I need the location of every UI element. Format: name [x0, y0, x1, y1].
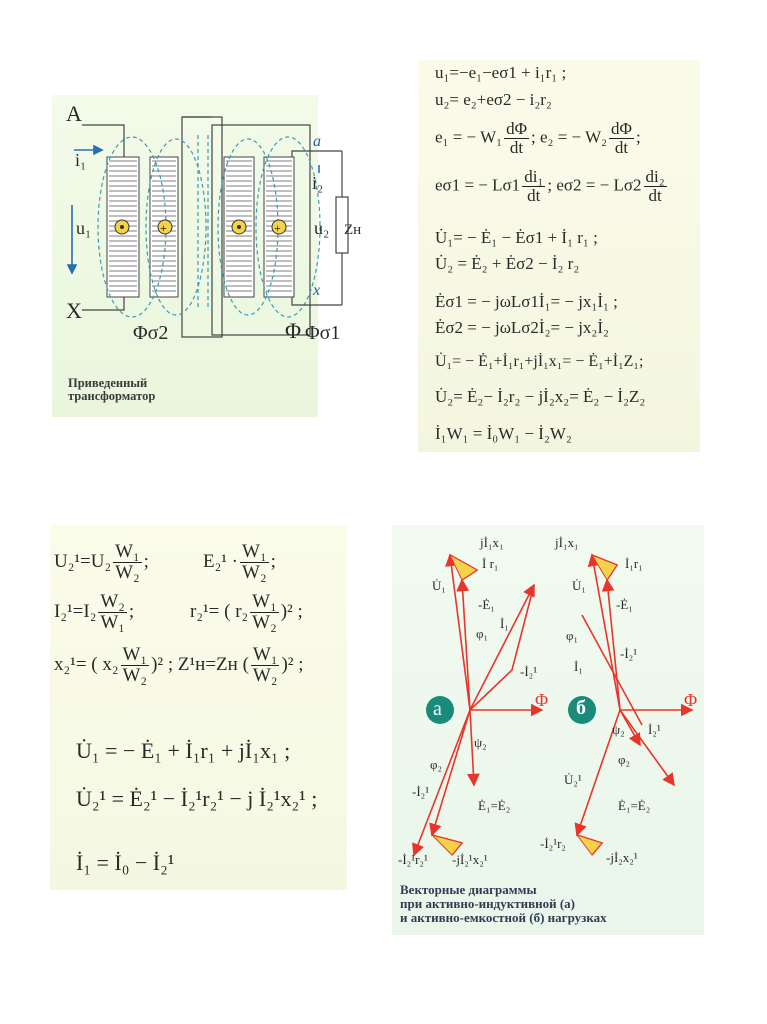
frac-den: dt [527, 185, 541, 205]
eq-e1-e2 [435, 120, 641, 157]
eq-part: ; e₂ = − W₂ [531, 127, 608, 147]
eq-part: I₂¹=I₂ [54, 600, 97, 622]
frac-den: W₂ [242, 561, 267, 583]
a-mI2: -İ₂¹ [520, 664, 538, 679]
frac-num: W₁ [122, 644, 148, 665]
a-psi2: ψ₂ [474, 735, 487, 750]
caption-line: при активно-индуктивной (а) [400, 896, 575, 911]
eq-part: E₂¹ · [203, 550, 239, 572]
eq-I1-reduced: İ₁ = İ₀ − İ₂¹ [76, 850, 175, 875]
eq-U2-reduced: U̇₂¹ = Ė₂¹ − İ₂¹r₂¹ − j İ₂¹x₂¹ ; [76, 786, 318, 811]
voltage-u1-label: u₁ [76, 218, 92, 238]
current-i1-label: i₁ [75, 150, 87, 170]
a-mE1: -Ė₁ [478, 597, 495, 612]
a-jI1x1: jİ₁x₁ [480, 535, 504, 550]
eq-part: )² ; [280, 600, 303, 622]
eq-part: U₂¹=U₂ [54, 550, 112, 572]
b-mE1: -Ė₁ [616, 597, 633, 612]
b-jI1x1: jİ₁x₁ [555, 535, 579, 550]
frac-den: dt [648, 185, 662, 205]
frac-num: dΦ [611, 119, 632, 138]
eq-part: r₂¹= ( r₂ [190, 600, 249, 622]
eq-part: x₂¹= ( x₂ [54, 653, 119, 675]
a-phi2: φ₂ [430, 757, 443, 772]
a-mI2r2: -İ₂¹r₂¹ [398, 852, 428, 867]
badge-b: б [576, 697, 586, 719]
eq-U2: U̇₂ = Ė₂ + Ėσ2 − İ₂ r₂ [435, 254, 580, 273]
load-Zn-label: Zн [344, 222, 362, 238]
eq-Iw: İ₁W₁ = İ₀W₁ − İ₂W₂ [435, 424, 572, 443]
eq-U1: U̇₁= − Ė₁ − Ėσ1 + İ₁ r₁ ; [435, 228, 598, 247]
b-U1: U̇₁ [572, 578, 586, 593]
a-I1r1: İ r₁ [482, 556, 499, 571]
transformer-caption [68, 377, 155, 403]
terminal-X-label: X [66, 298, 82, 323]
terminal-a-label: a [313, 133, 321, 150]
eq-U2-prime [54, 542, 149, 583]
a-I1: İ₁ [500, 616, 509, 631]
frac-num: W₁ [252, 644, 278, 665]
a-mI2b: -İ₂¹ [412, 784, 430, 799]
eq-part: eσ1 = − Lσ1 [435, 175, 521, 195]
phi-axis-a: Φ [535, 690, 549, 710]
frac-num: W₂ [100, 591, 125, 612]
flux-phi-s2-label: Φσ2 [133, 322, 169, 344]
eq-Es2: Ėσ2 = − jωLσ2İ₂= − jx₂İ₂ [435, 318, 609, 337]
eq-part: ; [635, 127, 641, 147]
eq-es1-es2 [435, 168, 669, 205]
flux-phi-label: Φ [285, 318, 302, 343]
b-U2: U̇₂¹ [564, 772, 582, 787]
transformer-diagram [52, 95, 352, 355]
b-I2: İ₂¹ [648, 722, 661, 737]
eq-Es1: Ėσ1 = − jωLσ1İ₁= − jx₁İ₁ ; [435, 292, 618, 311]
phi-axis-b: Φ [684, 690, 698, 710]
b-E1E2: Ė₁=Ė₂ [618, 798, 651, 813]
eq-U1-reduced: U̇₁ = − Ė₁ + İ₁r₁ + jİ₁x₁ ; [76, 738, 291, 763]
b-phi1: φ₁ [566, 628, 579, 643]
eq-part: ; [128, 600, 135, 622]
a-mjI2x2: -jİ₂¹x₂¹ [452, 852, 488, 867]
b-mI2r2: -İ₂¹r₂ [540, 836, 566, 851]
a-phi1: φ₁ [476, 626, 489, 641]
eq-u2: u₂= e₂+eσ2 − i₂r₂ [435, 90, 552, 109]
eq-part: ; [143, 550, 149, 572]
eq-U1-full: U̇₁= − Ė₁+İ₁r₁+jİ₁x₁= − Ė₁+İ₁Z₁; [435, 353, 644, 370]
terminal-x-label: x [313, 282, 321, 299]
b-I1r1: İ₁r₁ [625, 556, 643, 571]
frac-den: W₂ [115, 561, 140, 583]
svg-text:+: + [160, 221, 167, 235]
eq-part: )² ; Z¹н=Zн ( [151, 653, 249, 675]
eq-part: ; [270, 550, 276, 572]
caption-line: и активно-емкостной (б) нагрузках [400, 910, 607, 925]
eq-r2-prime [190, 592, 303, 633]
b-psi2: ψ₂ [612, 722, 625, 737]
frac-num: W₁ [252, 591, 277, 612]
b-mI2: -İ₂¹ [620, 646, 638, 661]
frac-num: W₁ [242, 541, 267, 562]
eq-E2-prime [203, 542, 276, 583]
terminal-A-label: A [66, 101, 82, 126]
current-i2-label: i₂ [312, 173, 324, 193]
caption-line: трансформатор [68, 389, 156, 403]
flux-phi-s1-label: Φσ1 [305, 322, 341, 344]
eq-u1: u₁=−e₁−eσ1 + i₁r₁ ; [435, 63, 567, 82]
frac-num: dΦ [506, 119, 527, 138]
eq-U2-full: U̇₂= Ė₂− İ₂r₂ − jİ₂x₂= Ė₂ − İ₂Z₂ [435, 387, 646, 406]
frac-num: W₁ [115, 541, 140, 562]
svg-text:+: + [274, 221, 281, 235]
eq-part: )² ; [281, 653, 304, 675]
frac-den: W₂ [252, 664, 278, 686]
caption-line: Векторные диаграммы [400, 882, 537, 897]
frac-den: W₁ [100, 611, 125, 633]
b-phi2: φ₂ [618, 752, 631, 767]
eq-x2-prime-zn [54, 645, 304, 686]
eq-part: e₁ = − W₁ [435, 127, 503, 147]
b-mjI2x2: -jİ₂x₂¹ [606, 850, 638, 865]
frac-den: dt [614, 137, 629, 157]
b-I1: İ₁ [574, 659, 583, 674]
eq-part: ; eσ2 = − Lσ2 [547, 175, 642, 195]
a-E1E2: Ė₁=Ė₂ [478, 798, 511, 813]
vector-caption [400, 883, 607, 925]
caption-line: Приведенный [68, 376, 148, 390]
frac-num: di₂ [645, 167, 665, 186]
frac-den: W₂ [122, 664, 148, 686]
frac-num: di₁ [524, 167, 544, 186]
eq-I2-prime [54, 592, 134, 633]
frac-den: dt [509, 137, 524, 157]
frac-den: W₂ [252, 611, 277, 633]
voltage-u2-label: u₂ [314, 218, 330, 238]
a-U1: U̇₁ [432, 578, 446, 593]
badge-a: а [433, 698, 442, 720]
